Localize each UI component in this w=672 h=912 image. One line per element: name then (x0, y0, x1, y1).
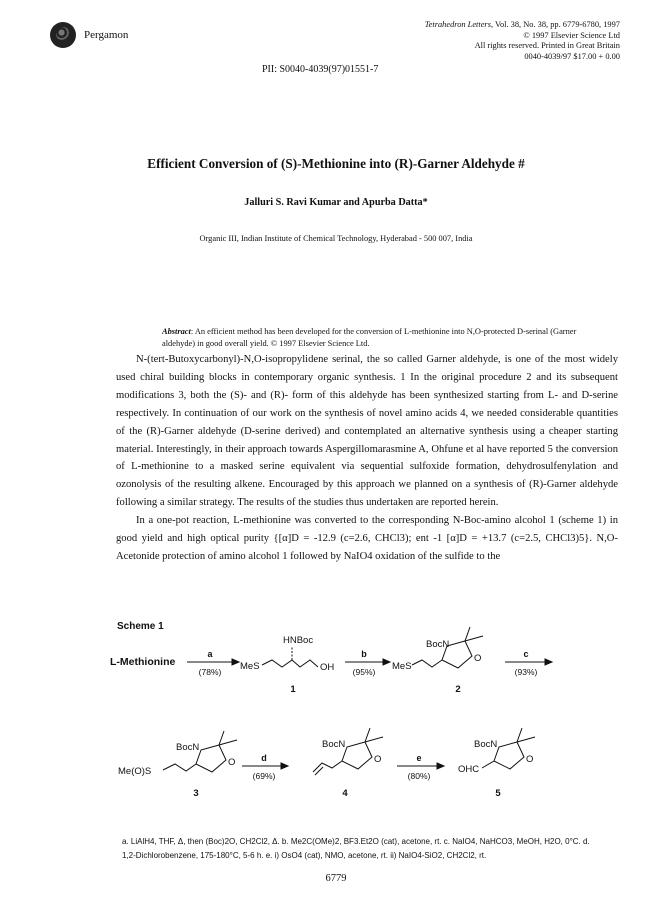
step-c-letter: c (523, 649, 529, 659)
compound-2-o: O (474, 653, 482, 664)
compound-4-number: 4 (342, 788, 348, 799)
step-a-yield: (78%) (198, 667, 222, 677)
arrow-d-head (281, 763, 288, 769)
compound-1-mes: MeS (240, 661, 260, 672)
article-authors: Jalluri S. Ravi Kumar and Apurba Datta* (244, 197, 428, 208)
compound-3-bocn: BocN (176, 742, 200, 753)
journal-name: Tetrahedron Letters (424, 20, 491, 29)
step-e-letter: e (416, 753, 422, 763)
compound-1-oh: OH (320, 662, 335, 673)
step-d-letter: d (261, 753, 267, 763)
compound-3-methyl-b (219, 740, 237, 745)
price-line: 0040-4039/97 $17.00 + 0.00 (524, 51, 620, 61)
compound-5-aldehyde-bond (482, 761, 494, 768)
abstract-text: : An efficient method has been developed for the conversion of L-methionine into N,O-protected D-serinal (Garner aldehyde) in good overall yield. © 1997 Elsevier Science Ltd. (162, 327, 577, 348)
compound-4-bocn: BocN (322, 739, 346, 750)
compound-5-methyl-b (517, 737, 535, 742)
compound-4-o: O (374, 754, 382, 765)
compound-2-bocn: BocN (426, 639, 450, 650)
compound-4-methyl-a (365, 728, 370, 742)
compound-3-chain (163, 764, 196, 771)
article-affiliation: Organic III, Indian Institute of Chemical Technology, Hyderabad - 500 007, India (199, 234, 473, 243)
compound-4-ring (342, 742, 372, 769)
arrow-c-head (545, 659, 552, 665)
compound-2-methyl-b (465, 636, 483, 641)
compound-2-number: 2 (455, 684, 461, 695)
compound-1-chain (262, 660, 318, 667)
rights-line: All rights reserved. Printed in Great Britain (474, 41, 620, 50)
compound-3-methyl-a (219, 731, 224, 745)
scheme-title: Scheme 1 (117, 621, 164, 632)
compound-3-number: 3 (193, 788, 199, 799)
paragraph-1: N-(tert-Butoxycarbonyl)-N,O-isopropylidene serinal, the so called Garner aldehyde, is one of the most widely used chiral building blocks in contemporary organic synthesis. 1 In the original procedure 2 and its subsequent modifications 3, both the (S)- and (R)- form of this aldehyde has been synthesized starting from L- and D-serine respectively. In continuation of our work on the synthesis of novel amino acids 4, we needed considerable quantities of the (R)-Garner aldehyde (D-serine derived) and contemplated an alternative synthesis using a cheaper starting material. Interestingly, in their approach towards Aspergillomarasmine A, Ohfune et al have reported 5 the conversion of L-methionine to a masked serine equivalent via sequential sulfoxide formation, dehydrosulfenylation and ozonolysis of the resulting alkene. Encouraged by this approach we planned on a synthesis of (R)-Garner aldehyde following a similar strategy. The results of the studies thus undertaken are reported herein. (116, 354, 618, 509)
compound-5-ring (494, 742, 524, 769)
compound-5-ohc: OHC (458, 764, 480, 775)
pii: PII: S0040-4039(97)01551-7 (262, 64, 379, 75)
compound-5-number: 5 (495, 788, 501, 799)
step-c-yield: (93%) (514, 667, 538, 677)
arrow-b-head (383, 659, 390, 665)
compound-5-o: O (526, 754, 534, 765)
article-title: Efficient Conversion of (S)-Methionine into (R)-Garner Aldehyde # (147, 156, 525, 171)
journal-volume: , Vol. 38, No. 38, pp. 6779-6780, 1997 (490, 20, 620, 29)
compound-2-chain (412, 660, 442, 667)
compound-1-number: 1 (290, 684, 296, 695)
page-number: 6779 (325, 873, 347, 884)
paragraph-2: In a one-pot reaction, L-methionine was converted to the corresponding N-Boc-amino alcohol 1 (scheme 1) in good yield and high optical purity {[α]D = -12.9 (c=2.6, CHCl3); ent -1 [α]D = +13.7 (c=2.5, CHCl3)5}. N,O-Acetonide protection of amino alcohol 1 followed by NaIO4 oxidation of the sulfide to the (116, 515, 618, 562)
step-b-yield: (95%) (352, 667, 376, 677)
abstract-label: Abstract (162, 327, 191, 336)
scheme-footnote: a. LiAlH4, THF, Δ, then (Boc)2O, CH2Cl2, Δ. b. Me2C(OMe)2, BF3.Et2O (cat), acetone, rt. c. NaIO4, NaHCO3, MeOH, H2O, 0°C. d. 1,2-Dichlorobenzene, 175-180°C, 5-6 h. e. i) OsO4 (cat), NMO, acetone, rt. ii) NaIO4-SiO2, CH2Cl2, rt. (122, 837, 590, 860)
copyright-line: © 1997 Elsevier Science Ltd (523, 30, 620, 40)
step-d-yield: (69%) (252, 771, 276, 781)
step-e-yield: (80%) (407, 771, 431, 781)
step-a-letter: a (207, 649, 213, 659)
arrow-a-head (232, 659, 239, 665)
compound-1-nhboc: HNBoc (283, 635, 314, 646)
compound-3-o: O (228, 757, 236, 768)
compound-2-mes: MeS (392, 661, 412, 672)
compound-5-bocn: BocN (474, 739, 498, 750)
start-material: L-Methionine (110, 656, 176, 668)
compound-4-methyl-b (365, 737, 383, 742)
compound-5-methyl-a (517, 728, 522, 742)
publisher-name: Pergamon (84, 29, 129, 41)
step-b-letter: b (361, 649, 367, 659)
arrow-e-head (437, 763, 444, 769)
compound-3-ring (196, 745, 226, 772)
compound-4-vinyl (313, 761, 342, 772)
compound-3-meos: Me(O)S (118, 766, 152, 777)
compound-2-methyl-a (465, 627, 470, 641)
